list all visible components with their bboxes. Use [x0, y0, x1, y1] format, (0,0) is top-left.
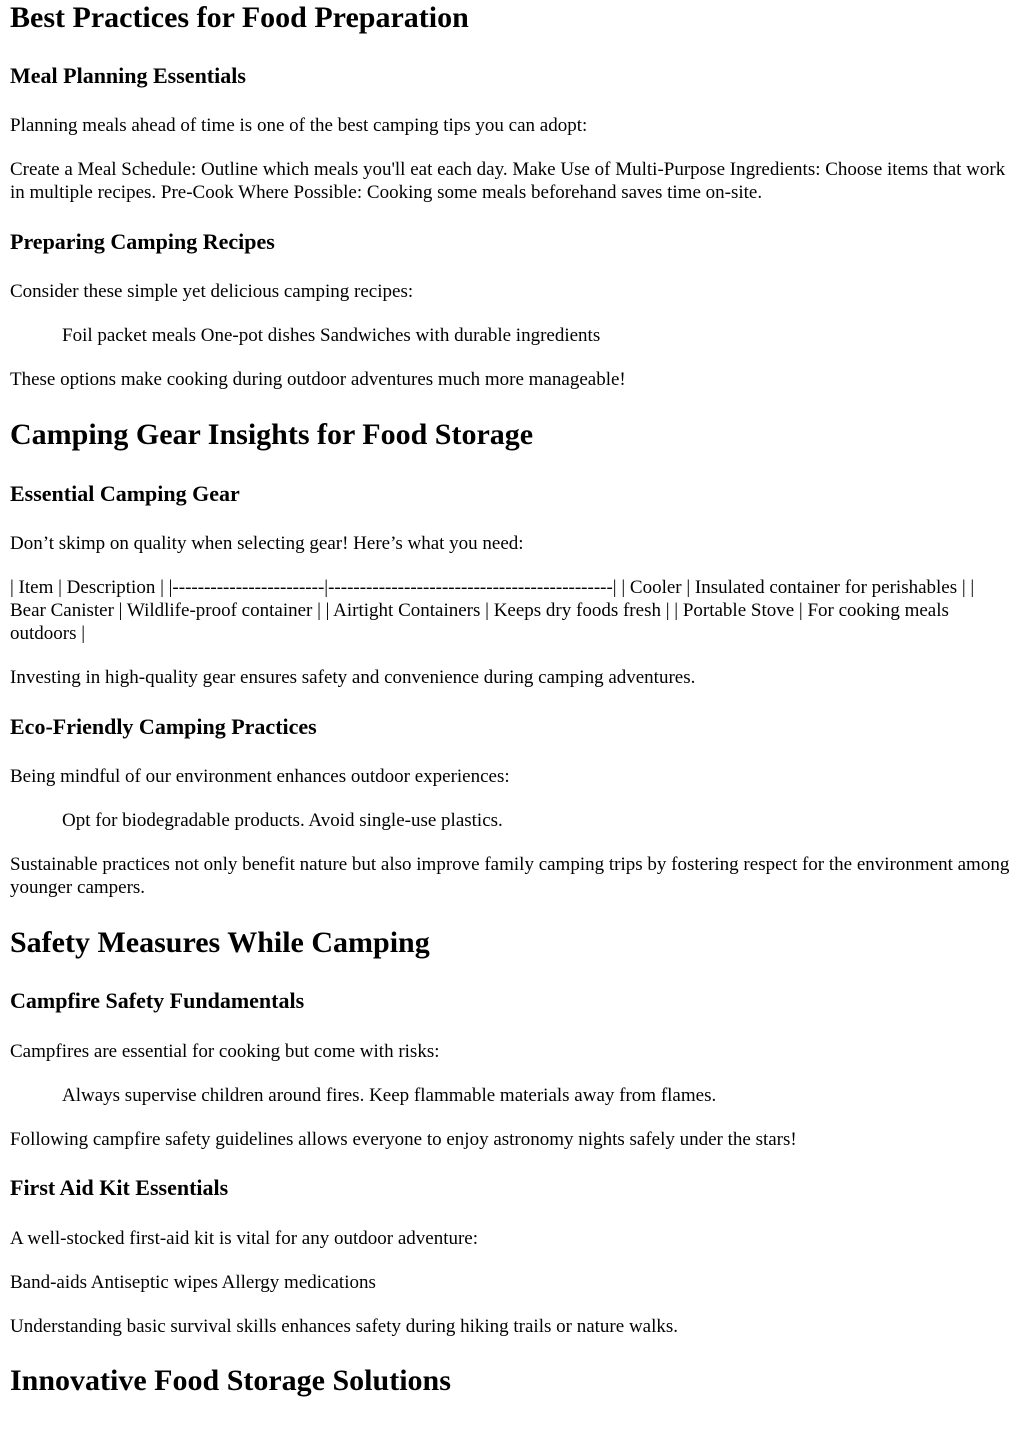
campfire-safety-intro: Campfires are essential for cooking but come with risks:	[10, 1041, 440, 1062]
meal-planning-body: Create a Meal Schedule: Outline which meals you'll eat each day. Make Use of Multi-Purpose Ingredients: Choose items that work in multiple recipes. Pre-Cook Where Possible: Cooking some meals beforehand saves time on-site.	[10, 159, 1006, 203]
section-heading-food-storage-solutions: Innovative Food Storage Solutions	[10, 1364, 451, 1397]
gear-table-text: | Item | Description | |------------------------|---------------------------------------------| | Cooler | Insulated container for perishables | | Bear Canister | Wildlife-proof container | | Airtight Containers | Keeps dry foods fresh | | Portable Stove | For cooking meals outdoors |	[10, 577, 975, 644]
eco-friendly-quote: Opt for biodegradable products. Avoid single-use plastics.	[62, 810, 503, 831]
essential-gear-outro: Investing in high-quality gear ensures safety and convenience during camping adventures.	[10, 667, 696, 688]
section-heading-gear-insights: Camping Gear Insights for Food Storage	[10, 418, 534, 451]
campfire-safety-quote: Always supervise children around fires. Keep flammable materials away from flames.	[62, 1085, 717, 1106]
camping-recipes-quote: Foil packet meals One-pot dishes Sandwiches with durable ingredients	[62, 325, 601, 346]
section-heading-safety: Safety Measures While Camping	[10, 926, 430, 959]
first-aid-outro: Understanding basic survival skills enhances safety during hiking trails or nature walks.	[10, 1316, 679, 1337]
meal-planning-intro: Planning meals ahead of time is one of the best camping tips you can adopt:	[10, 115, 588, 136]
eco-friendly-outro: Sustainable practices not only benefit nature but also improve family camping trips by fostering respect for the environment among younger campers.	[10, 854, 1010, 898]
subheading-campfire-safety: Campfire Safety Fundamentals	[10, 988, 305, 1013]
section-heading-food-preparation: Best Practices for Food Preparation	[10, 1, 469, 34]
subheading-camping-recipes: Preparing Camping Recipes	[10, 229, 275, 254]
subheading-meal-planning: Meal Planning Essentials	[10, 63, 246, 88]
camping-recipes-intro: Consider these simple yet delicious camping recipes:	[10, 281, 414, 302]
first-aid-intro: A well-stocked first-aid kit is vital for any outdoor adventure:	[10, 1228, 479, 1249]
first-aid-list-text: Band-aids Antiseptic wipes Allergy medications	[10, 1272, 376, 1293]
subheading-eco-friendly: Eco-Friendly Camping Practices	[10, 714, 317, 739]
camping-recipes-outro: These options make cooking during outdoor adventures much more manageable!	[10, 369, 626, 390]
subheading-first-aid: First Aid Kit Essentials	[10, 1175, 229, 1200]
subheading-essential-gear: Essential Camping Gear	[10, 481, 240, 506]
essential-gear-intro: Don’t skimp on quality when selecting gear! Here’s what you need:	[10, 533, 524, 554]
campfire-safety-outro: Following campfire safety guidelines allows everyone to enjoy astronomy nights safely under the stars!	[10, 1129, 797, 1150]
eco-friendly-intro: Being mindful of our environment enhances outdoor experiences:	[10, 766, 510, 787]
